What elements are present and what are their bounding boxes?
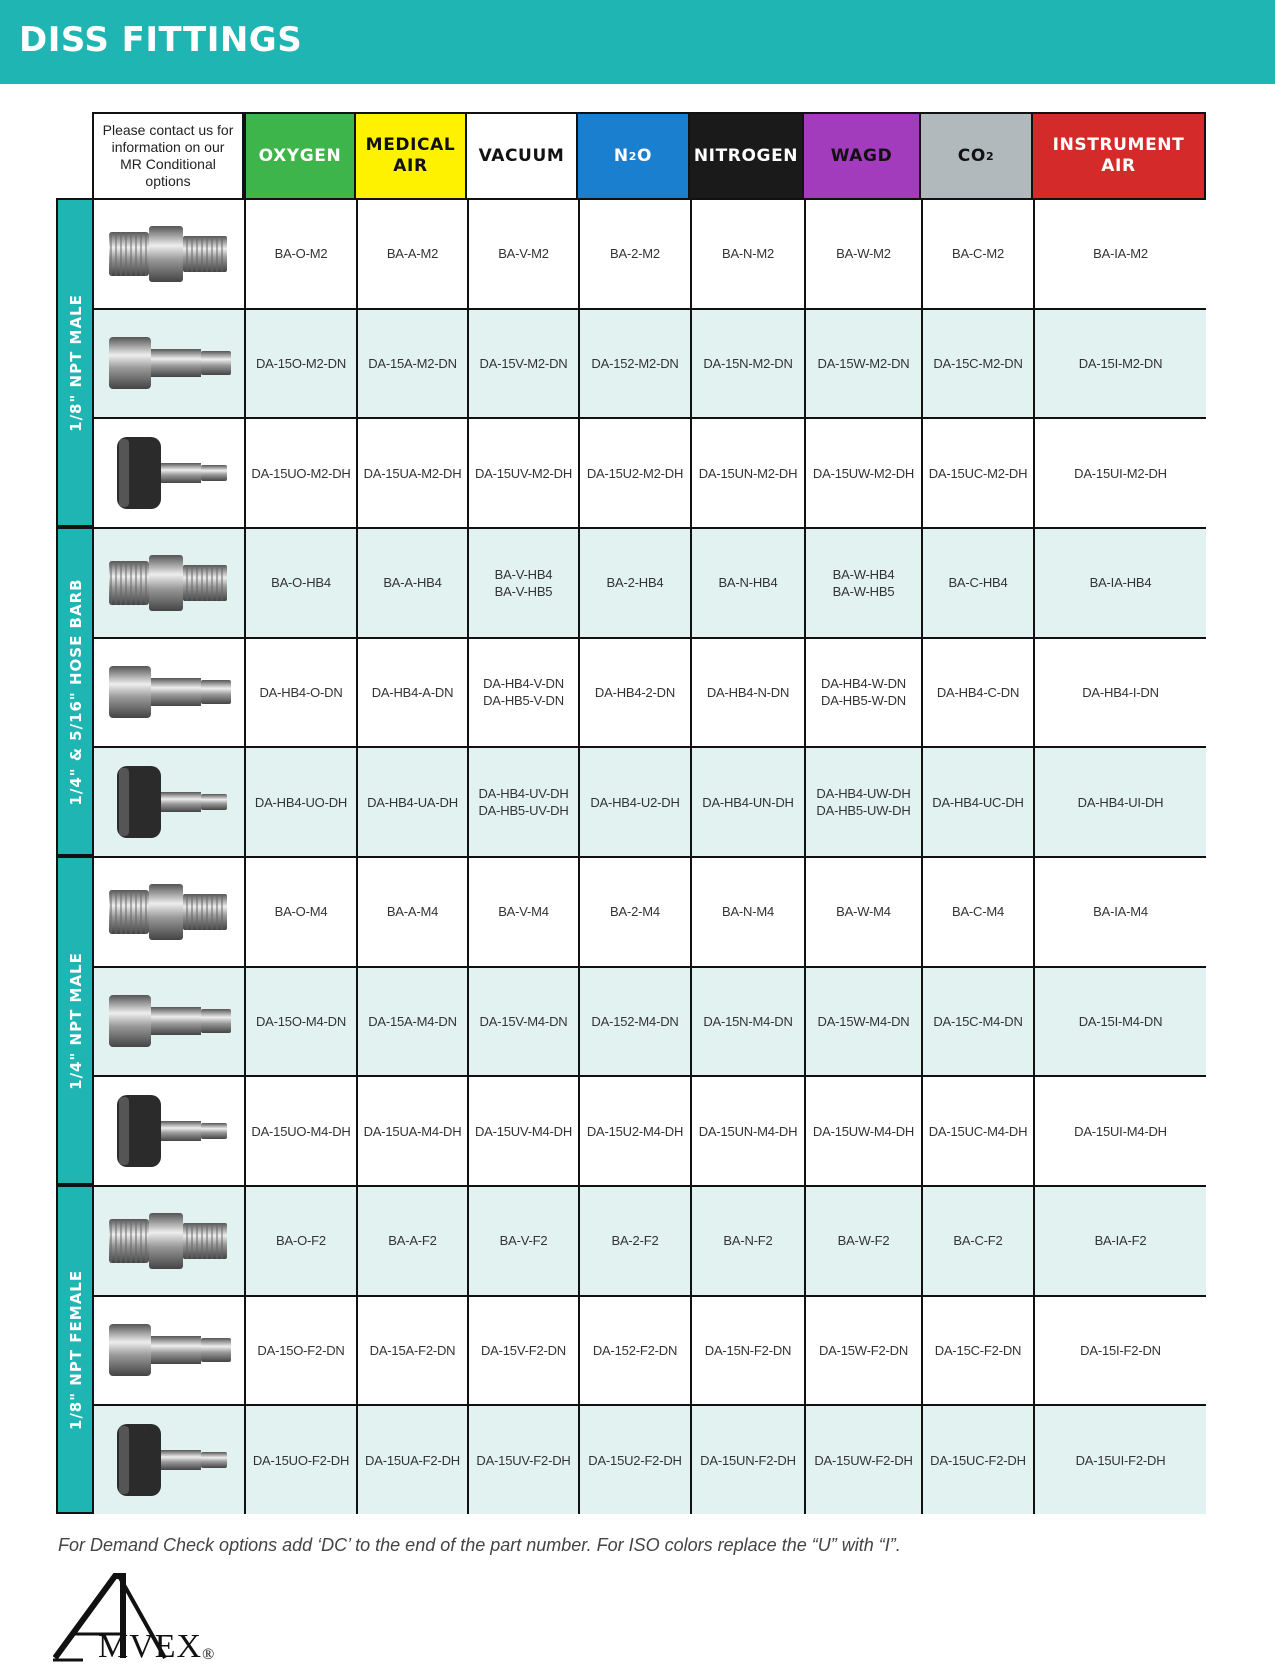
header-gas-label: VACUUM (478, 145, 565, 166)
part-number-cell: DA-15W-M2-DN (804, 308, 921, 418)
group-label: 1/8" NPT MALE (67, 293, 85, 432)
hose-barb-adapter-icon (92, 527, 244, 637)
part-number-cell: DA-15UI-F2-DH (1033, 1404, 1206, 1514)
part-number-cell: DA-15UC-M2-DH (921, 417, 1033, 527)
header-gas-label: CO (957, 145, 986, 166)
part-number-cell: DA-15C-M4-DN (921, 966, 1033, 1076)
header-gas-label: MEDICAL AIR (365, 135, 456, 176)
header-gas-label: INSTRUMENT AIR (1052, 135, 1185, 176)
part-number-cell: DA-15V-M4-DN (467, 966, 578, 1076)
part-number-cell: DA-15UV-M4-DH (467, 1075, 578, 1185)
part-number-cell: DA-HB4-N-DN (690, 637, 804, 747)
part-number-cell: DA-HB4-UA-DH (356, 746, 467, 856)
header-gas-6 (921, 112, 1033, 198)
part-number-cell: DA-HB4-2-DN (578, 637, 690, 747)
part-number-cell: DA-15UN-M2-DH (690, 417, 804, 527)
part-number-cell: BA-A-M2 (356, 198, 467, 308)
header-gas-5 (804, 112, 921, 198)
part-number-cell: DA-15V-F2-DN (467, 1295, 578, 1405)
part-number-cell: DA-HB4-UV-DH DA-HB5-UV-DH (467, 746, 578, 856)
part-number-cell: DA-15UO-M4-DH (244, 1075, 356, 1185)
part-number-cell: DA-15UO-M2-DH (244, 417, 356, 527)
part-number-cell: DA-15UA-M2-DH (356, 417, 467, 527)
nut-female-icon (92, 1295, 244, 1405)
part-number-cell: DA-15UN-M4-DH (690, 1075, 804, 1185)
knob-nipple-icon (92, 417, 244, 527)
diss-fittings-table (56, 112, 1206, 1514)
part-number-cell: BA-2-M2 (578, 198, 690, 308)
nut-hose-barb-icon (92, 637, 244, 747)
group-band-1 (56, 527, 94, 856)
header-gas-4 (690, 112, 804, 198)
header-gas-3 (578, 112, 690, 198)
title-banner (0, 0, 1275, 84)
part-number-cell: DA-15UW-M2-DH (804, 417, 921, 527)
footnote: For Demand Check options add ‘DC’ to the end of the part number. For ISO colors replace the “U” with “I”. (58, 1535, 901, 1555)
part-number-cell: DA-15I-F2-DN (1033, 1295, 1206, 1405)
part-number-cell: DA-HB4-UW-DH DA-HB5-UW-DH (804, 746, 921, 856)
part-number-cell: BA-IA-M4 (1033, 856, 1206, 966)
header-gas-label: NITROGEN (693, 145, 799, 166)
header-gas-subscript: 2 (628, 149, 638, 163)
part-number-cell: DA-15U2-F2-DH (578, 1404, 690, 1514)
part-number-cell: BA-V-F2 (467, 1185, 578, 1295)
header-gas-label: WAGD (830, 145, 893, 166)
part-number-cell: DA-152-M2-DN (578, 308, 690, 418)
part-number-cell: DA-15UA-F2-DH (356, 1404, 467, 1514)
part-number-cell: BA-IA-F2 (1033, 1185, 1206, 1295)
header-gas-label: OXYGEN (258, 145, 342, 166)
header-gas-2 (467, 112, 578, 198)
part-number-cell: BA-2-F2 (578, 1185, 690, 1295)
part-number-cell: DA-15UI-M2-DH (1033, 417, 1206, 527)
part-number-cell: DA-HB4-UI-DH (1033, 746, 1206, 856)
header-gas-7 (1033, 112, 1206, 198)
part-number-cell: DA-HB4-W-DN DA-HB5-W-DN (804, 637, 921, 747)
header-gas-suffix: O (637, 145, 653, 166)
logo-text: MVEX (98, 1628, 203, 1665)
part-number-cell: BA-IA-HB4 (1033, 527, 1206, 637)
part-number-cell: BA-A-HB4 (356, 527, 467, 637)
male-adapter-icon (92, 198, 244, 308)
part-number-cell: BA-V-M4 (467, 856, 578, 966)
part-number-cell: BA-V-M2 (467, 198, 578, 308)
header-gas-1 (356, 112, 467, 198)
group-label: 1/4" NPT MALE (67, 951, 85, 1090)
part-number-cell: DA-HB4-A-DN (356, 637, 467, 747)
part-number-cell: DA-15U2-M4-DH (578, 1075, 690, 1185)
part-number-cell: DA-15UV-F2-DH (467, 1404, 578, 1514)
part-number-cell: BA-O-M2 (244, 198, 356, 308)
part-number-cell: BA-2-HB4 (578, 527, 690, 637)
part-number-cell: BA-W-M4 (804, 856, 921, 966)
part-number-cell: BA-N-M2 (690, 198, 804, 308)
part-number-cell: BA-C-M4 (921, 856, 1033, 966)
header-gas-label: N (613, 145, 629, 166)
male-adapter-large-icon (92, 856, 244, 966)
part-number-cell: DA-15UI-M4-DH (1033, 1075, 1206, 1185)
part-number-cell: DA-15O-F2-DN (244, 1295, 356, 1405)
registered-mark: ® (202, 1646, 216, 1663)
part-number-cell: DA-15V-M2-DN (467, 308, 578, 418)
part-number-cell: BA-N-HB4 (690, 527, 804, 637)
nut-nipple-icon (92, 308, 244, 418)
part-number-cell: DA-152-M4-DN (578, 966, 690, 1076)
part-number-cell: DA-HB4-O-DN (244, 637, 356, 747)
part-number-cell: BA-IA-M2 (1033, 198, 1206, 308)
part-number-cell: DA-15UN-F2-DH (690, 1404, 804, 1514)
part-number-cell: BA-A-M4 (356, 856, 467, 966)
group-band-0 (56, 198, 94, 527)
nut-nipple-large-icon (92, 966, 244, 1076)
part-number-cell: DA-15A-F2-DN (356, 1295, 467, 1405)
page-title: DISS FITTINGS (19, 20, 303, 60)
part-number-cell: DA-15UW-F2-DH (804, 1404, 921, 1514)
mr-conditional-note: Please contact us for information on our MR Conditional options (92, 112, 244, 198)
part-number-cell: BA-O-HB4 (244, 527, 356, 637)
part-number-cell: BA-O-F2 (244, 1185, 356, 1295)
part-number-cell: DA-HB4-UC-DH (921, 746, 1033, 856)
part-number-cell: DA-15UA-M4-DH (356, 1075, 467, 1185)
part-number-cell: DA-HB4-UO-DH (244, 746, 356, 856)
part-number-cell: DA-15O-M2-DN (244, 308, 356, 418)
part-number-cell: BA-N-M4 (690, 856, 804, 966)
part-number-cell: BA-W-F2 (804, 1185, 921, 1295)
part-number-cell: DA-15N-M4-DN (690, 966, 804, 1076)
part-number-cell: DA-15C-M2-DN (921, 308, 1033, 418)
group-label: 1/8" NPT FEMALE (67, 1269, 85, 1430)
part-number-cell: DA-15A-M4-DN (356, 966, 467, 1076)
group-band-3 (56, 1185, 94, 1514)
part-number-cell: BA-N-F2 (690, 1185, 804, 1295)
part-number-cell: DA-HB4-UN-DH (690, 746, 804, 856)
part-number-cell: BA-A-F2 (356, 1185, 467, 1295)
logo-wordmark (98, 1628, 215, 1666)
part-number-cell: DA-15N-M2-DN (690, 308, 804, 418)
part-number-cell: BA-V-HB4 BA-V-HB5 (467, 527, 578, 637)
part-number-cell: BA-W-HB4 BA-W-HB5 (804, 527, 921, 637)
part-number-cell: DA-15W-M4-DN (804, 966, 921, 1076)
part-number-cell: BA-C-HB4 (921, 527, 1033, 637)
part-number-cell: BA-2-M4 (578, 856, 690, 966)
knob-nipple-large-icon (92, 1075, 244, 1185)
part-number-cell: BA-O-M4 (244, 856, 356, 966)
group-band-2 (56, 856, 94, 1185)
header-gas-subscript: 2 (985, 149, 995, 163)
part-number-cell: DA-15A-M2-DN (356, 308, 467, 418)
part-number-cell: DA-15O-M4-DN (244, 966, 356, 1076)
part-number-cell: DA-15UO-F2-DH (244, 1404, 356, 1514)
female-adapter-icon (92, 1185, 244, 1295)
part-number-cell: DA-15C-F2-DN (921, 1295, 1033, 1405)
part-number-cell: BA-C-F2 (921, 1185, 1033, 1295)
header-gas-0 (244, 112, 356, 198)
part-number-cell: DA-HB4-I-DN (1033, 637, 1206, 747)
part-number-cell: DA-HB4-C-DN (921, 637, 1033, 747)
part-number-cell: DA-15W-F2-DN (804, 1295, 921, 1405)
part-number-cell: DA-15N-F2-DN (690, 1295, 804, 1405)
group-label: 1/4" & 5/16" HOSE BARB (67, 577, 85, 806)
part-number-cell: DA-15I-M4-DN (1033, 966, 1206, 1076)
part-number-cell: DA-15UV-M2-DH (467, 417, 578, 527)
part-number-cell: DA-15U2-M2-DH (578, 417, 690, 527)
part-number-cell: BA-C-M2 (921, 198, 1033, 308)
knob-female-icon (92, 1404, 244, 1514)
part-number-cell: DA-HB4-U2-DH (578, 746, 690, 856)
part-number-cell: DA-15UC-F2-DH (921, 1404, 1033, 1514)
part-number-cell: DA-15UW-M4-DH (804, 1075, 921, 1185)
knob-hose-barb-icon (92, 746, 244, 856)
part-number-cell: BA-W-M2 (804, 198, 921, 308)
part-number-cell: DA-15I-M2-DN (1033, 308, 1206, 418)
part-number-cell: DA-15UC-M4-DH (921, 1075, 1033, 1185)
part-number-cell: DA-152-F2-DN (578, 1295, 690, 1405)
part-number-cell: DA-HB4-V-DN DA-HB5-V-DN (467, 637, 578, 747)
